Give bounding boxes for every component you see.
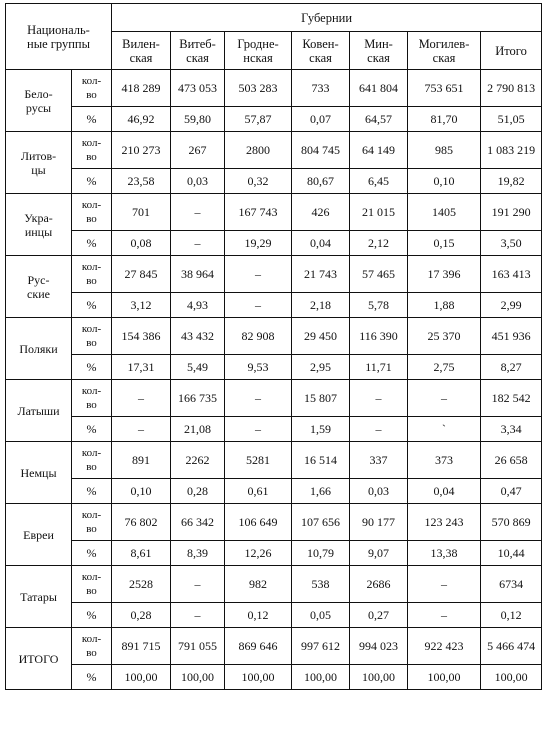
percent-cell: 0,61 bbox=[225, 479, 292, 504]
percent-cell: 23,58 bbox=[112, 169, 171, 194]
unit-percent-label: % bbox=[72, 479, 112, 504]
percent-cell: – bbox=[112, 417, 171, 442]
table-row bbox=[6, 256, 542, 293]
percent-cell: 100,00 bbox=[112, 665, 171, 690]
count-cell: 701 bbox=[112, 194, 171, 231]
percent-cell: 10,79 bbox=[292, 541, 350, 566]
count-cell: 182 542 bbox=[481, 380, 542, 417]
percent-cell: 2,75 bbox=[408, 355, 481, 380]
table-row bbox=[6, 603, 542, 628]
count-cell: 2528 bbox=[112, 566, 171, 603]
percent-cell: 21,08 bbox=[171, 417, 225, 442]
count-cell: 57 465 bbox=[350, 256, 408, 293]
unit-count-label: кол- во bbox=[72, 566, 112, 603]
count-cell: 16 514 bbox=[292, 442, 350, 479]
group-name: Рус- ские bbox=[6, 256, 72, 318]
table-row bbox=[6, 293, 542, 318]
unit-count-label: кол- во bbox=[72, 70, 112, 107]
percent-cell: 0,10 bbox=[112, 479, 171, 504]
province-column-header: Витеб- ская bbox=[171, 32, 225, 70]
group-name: Поляки bbox=[6, 318, 72, 380]
groups-header bbox=[6, 4, 112, 70]
province-column-header: Гродне- нская bbox=[225, 32, 292, 70]
unit-percent-label: % bbox=[72, 169, 112, 194]
table-row bbox=[6, 132, 542, 169]
table-row bbox=[6, 107, 542, 132]
count-cell: 5 466 474 bbox=[481, 628, 542, 665]
count-cell: 994 023 bbox=[350, 628, 408, 665]
province-column-header: Итого bbox=[481, 32, 542, 70]
percent-cell: 0,28 bbox=[112, 603, 171, 628]
count-cell: 210 273 bbox=[112, 132, 171, 169]
percent-cell: 12,26 bbox=[225, 541, 292, 566]
count-cell: 25 370 bbox=[408, 318, 481, 355]
count-cell: – bbox=[225, 380, 292, 417]
percent-cell: 100,00 bbox=[481, 665, 542, 690]
count-cell: 733 bbox=[292, 70, 350, 107]
count-cell: 473 053 bbox=[171, 70, 225, 107]
count-cell: 373 bbox=[408, 442, 481, 479]
percent-cell: 2,99 bbox=[481, 293, 542, 318]
unit-percent-label: % bbox=[72, 417, 112, 442]
percent-cell: 3,12 bbox=[112, 293, 171, 318]
percent-cell: 1,66 bbox=[292, 479, 350, 504]
unit-percent-label: % bbox=[72, 541, 112, 566]
percent-cell: 0,27 bbox=[350, 603, 408, 628]
percent-cell: 11,71 bbox=[350, 355, 408, 380]
table-row bbox=[6, 417, 542, 442]
percent-cell: 17,31 bbox=[112, 355, 171, 380]
percent-cell: 2,95 bbox=[292, 355, 350, 380]
count-cell: 27 845 bbox=[112, 256, 171, 293]
count-cell: 891 715 bbox=[112, 628, 171, 665]
group-name: Евреи bbox=[6, 504, 72, 566]
count-cell: 997 612 bbox=[292, 628, 350, 665]
table-row bbox=[6, 231, 542, 256]
count-cell: 641 804 bbox=[350, 70, 408, 107]
percent-cell: 1,59 bbox=[292, 417, 350, 442]
percent-cell: 0,03 bbox=[350, 479, 408, 504]
group-name: Укра- инцы bbox=[6, 194, 72, 256]
table-row bbox=[6, 318, 542, 355]
percent-cell: 80,67 bbox=[292, 169, 350, 194]
province-column-header: Ковен- ская bbox=[292, 32, 350, 70]
percent-cell: 46,92 bbox=[112, 107, 171, 132]
percent-cell: 9,53 bbox=[225, 355, 292, 380]
percent-cell: 100,00 bbox=[408, 665, 481, 690]
count-cell: 1405 bbox=[408, 194, 481, 231]
count-cell: 2686 bbox=[350, 566, 408, 603]
count-cell: – bbox=[171, 566, 225, 603]
count-cell: 66 342 bbox=[171, 504, 225, 541]
group-name: Бело- русы bbox=[6, 70, 72, 132]
province-column-header: Могилев- ская bbox=[408, 32, 481, 70]
percent-cell: 2,12 bbox=[350, 231, 408, 256]
percent-cell: 64,57 bbox=[350, 107, 408, 132]
percent-cell: 0,12 bbox=[225, 603, 292, 628]
count-cell: – bbox=[408, 380, 481, 417]
count-cell: 17 396 bbox=[408, 256, 481, 293]
table-row bbox=[6, 541, 542, 566]
percent-cell: 9,07 bbox=[350, 541, 408, 566]
percent-cell: 51,05 bbox=[481, 107, 542, 132]
percent-cell: 0,05 bbox=[292, 603, 350, 628]
unit-count-label: кол- во bbox=[72, 504, 112, 541]
count-cell: 538 bbox=[292, 566, 350, 603]
percent-cell: 81,70 bbox=[408, 107, 481, 132]
province-column-header: Вилен- ская bbox=[112, 32, 171, 70]
percent-cell: 5,78 bbox=[350, 293, 408, 318]
count-cell: – bbox=[171, 194, 225, 231]
unit-count-label: кол- во bbox=[72, 380, 112, 417]
count-cell: 26 658 bbox=[481, 442, 542, 479]
percent-cell: 0,04 bbox=[408, 479, 481, 504]
count-cell: 337 bbox=[350, 442, 408, 479]
count-cell: 891 bbox=[112, 442, 171, 479]
percent-cell: 0,32 bbox=[225, 169, 292, 194]
count-cell: – bbox=[225, 256, 292, 293]
unit-percent-label: % bbox=[72, 293, 112, 318]
count-cell: – bbox=[350, 380, 408, 417]
percent-cell: 100,00 bbox=[171, 665, 225, 690]
group-name: Татары bbox=[6, 566, 72, 628]
count-cell: 426 bbox=[292, 194, 350, 231]
unit-percent-label: % bbox=[72, 107, 112, 132]
unit-count-label: кол- во bbox=[72, 442, 112, 479]
percent-cell: 100,00 bbox=[225, 665, 292, 690]
table-row bbox=[6, 355, 542, 380]
percent-cell: 8,39 bbox=[171, 541, 225, 566]
percent-cell: 0,04 bbox=[292, 231, 350, 256]
count-cell: 869 646 bbox=[225, 628, 292, 665]
table-body bbox=[6, 70, 542, 690]
percent-cell: – bbox=[171, 231, 225, 256]
table-row bbox=[6, 504, 542, 541]
count-cell: 191 290 bbox=[481, 194, 542, 231]
count-cell: 791 055 bbox=[171, 628, 225, 665]
percent-cell: 4,93 bbox=[171, 293, 225, 318]
count-cell: 167 743 bbox=[225, 194, 292, 231]
percent-cell: 19,82 bbox=[481, 169, 542, 194]
percent-cell: 0,07 bbox=[292, 107, 350, 132]
unit-count-label: кол- во bbox=[72, 318, 112, 355]
unit-percent-label: % bbox=[72, 665, 112, 690]
percent-cell: 0,28 bbox=[171, 479, 225, 504]
nationality-table bbox=[5, 3, 542, 690]
count-cell: 21 015 bbox=[350, 194, 408, 231]
percent-cell: 5,49 bbox=[171, 355, 225, 380]
count-cell: 21 743 bbox=[292, 256, 350, 293]
count-cell: 43 432 bbox=[171, 318, 225, 355]
percent-cell: – bbox=[225, 293, 292, 318]
count-cell: 90 177 bbox=[350, 504, 408, 541]
groups-header-label: Националь- ные группы bbox=[27, 22, 91, 51]
count-cell: 123 243 bbox=[408, 504, 481, 541]
count-cell: 106 649 bbox=[225, 504, 292, 541]
count-cell: – bbox=[112, 380, 171, 417]
unit-percent-label: % bbox=[72, 231, 112, 256]
table-row bbox=[6, 70, 542, 107]
percent-cell: – bbox=[350, 417, 408, 442]
table-row bbox=[6, 380, 542, 417]
percent-cell: – bbox=[408, 603, 481, 628]
count-cell: 64 149 bbox=[350, 132, 408, 169]
count-cell: 154 386 bbox=[112, 318, 171, 355]
count-cell: 570 869 bbox=[481, 504, 542, 541]
table-row bbox=[6, 566, 542, 603]
count-cell: 5281 bbox=[225, 442, 292, 479]
unit-count-label: кол- во bbox=[72, 132, 112, 169]
percent-cell: 100,00 bbox=[350, 665, 408, 690]
table-row bbox=[6, 628, 542, 665]
percent-cell: 10,44 bbox=[481, 541, 542, 566]
percent-cell: 59,80 bbox=[171, 107, 225, 132]
count-cell: 166 735 bbox=[171, 380, 225, 417]
percent-cell: 1,88 bbox=[408, 293, 481, 318]
percent-cell: 0,47 bbox=[481, 479, 542, 504]
percent-cell: – bbox=[171, 603, 225, 628]
count-cell: 1 083 219 bbox=[481, 132, 542, 169]
count-cell: 2262 bbox=[171, 442, 225, 479]
count-cell: 38 964 bbox=[171, 256, 225, 293]
count-cell: 82 908 bbox=[225, 318, 292, 355]
count-cell: 6734 bbox=[481, 566, 542, 603]
percent-cell: ` bbox=[408, 417, 481, 442]
unit-percent-label: % bbox=[72, 603, 112, 628]
unit-percent-label: % bbox=[72, 355, 112, 380]
count-cell: 2 790 813 bbox=[481, 70, 542, 107]
count-cell: 804 745 bbox=[292, 132, 350, 169]
count-cell: – bbox=[408, 566, 481, 603]
percent-cell: 19,29 bbox=[225, 231, 292, 256]
percent-cell: 0,03 bbox=[171, 169, 225, 194]
percent-cell: 57,87 bbox=[225, 107, 292, 132]
count-cell: 76 802 bbox=[112, 504, 171, 541]
unit-count-label: кол- во bbox=[72, 256, 112, 293]
percent-cell: 8,61 bbox=[112, 541, 171, 566]
count-cell: 15 807 bbox=[292, 380, 350, 417]
percent-cell: 13,38 bbox=[408, 541, 481, 566]
group-name: Немцы bbox=[6, 442, 72, 504]
percent-cell: – bbox=[225, 417, 292, 442]
table-row bbox=[6, 169, 542, 194]
count-cell: 2800 bbox=[225, 132, 292, 169]
count-cell: 982 bbox=[225, 566, 292, 603]
percent-cell: 6,45 bbox=[350, 169, 408, 194]
count-cell: 922 423 bbox=[408, 628, 481, 665]
provinces-header: Губернии bbox=[112, 4, 542, 32]
group-name: ИТОГО bbox=[6, 628, 72, 690]
count-cell: 116 390 bbox=[350, 318, 408, 355]
group-name: Литов- цы bbox=[6, 132, 72, 194]
percent-cell: 0,15 bbox=[408, 231, 481, 256]
count-cell: 503 283 bbox=[225, 70, 292, 107]
count-cell: 267 bbox=[171, 132, 225, 169]
percent-cell: 2,18 bbox=[292, 293, 350, 318]
count-cell: 29 450 bbox=[292, 318, 350, 355]
unit-count-label: кол- во bbox=[72, 628, 112, 665]
unit-count-label: кол- во bbox=[72, 194, 112, 231]
group-name: Латыши bbox=[6, 380, 72, 442]
table-row bbox=[6, 665, 542, 690]
count-cell: 985 bbox=[408, 132, 481, 169]
percent-cell: 8,27 bbox=[481, 355, 542, 380]
count-cell: 451 936 bbox=[481, 318, 542, 355]
count-cell: 107 656 bbox=[292, 504, 350, 541]
table-row bbox=[6, 442, 542, 479]
count-cell: 753 651 bbox=[408, 70, 481, 107]
percent-cell: 0,10 bbox=[408, 169, 481, 194]
province-column-header: Мин- ская bbox=[350, 32, 408, 70]
percent-cell: 0,12 bbox=[481, 603, 542, 628]
table-header bbox=[6, 4, 542, 70]
count-cell: 418 289 bbox=[112, 70, 171, 107]
table-row bbox=[6, 194, 542, 231]
table-row bbox=[6, 479, 542, 504]
count-cell: 163 413 bbox=[481, 256, 542, 293]
percent-cell: 0,08 bbox=[112, 231, 171, 256]
percent-cell: 100,00 bbox=[292, 665, 350, 690]
percent-cell: 3,50 bbox=[481, 231, 542, 256]
percent-cell: 3,34 bbox=[481, 417, 542, 442]
